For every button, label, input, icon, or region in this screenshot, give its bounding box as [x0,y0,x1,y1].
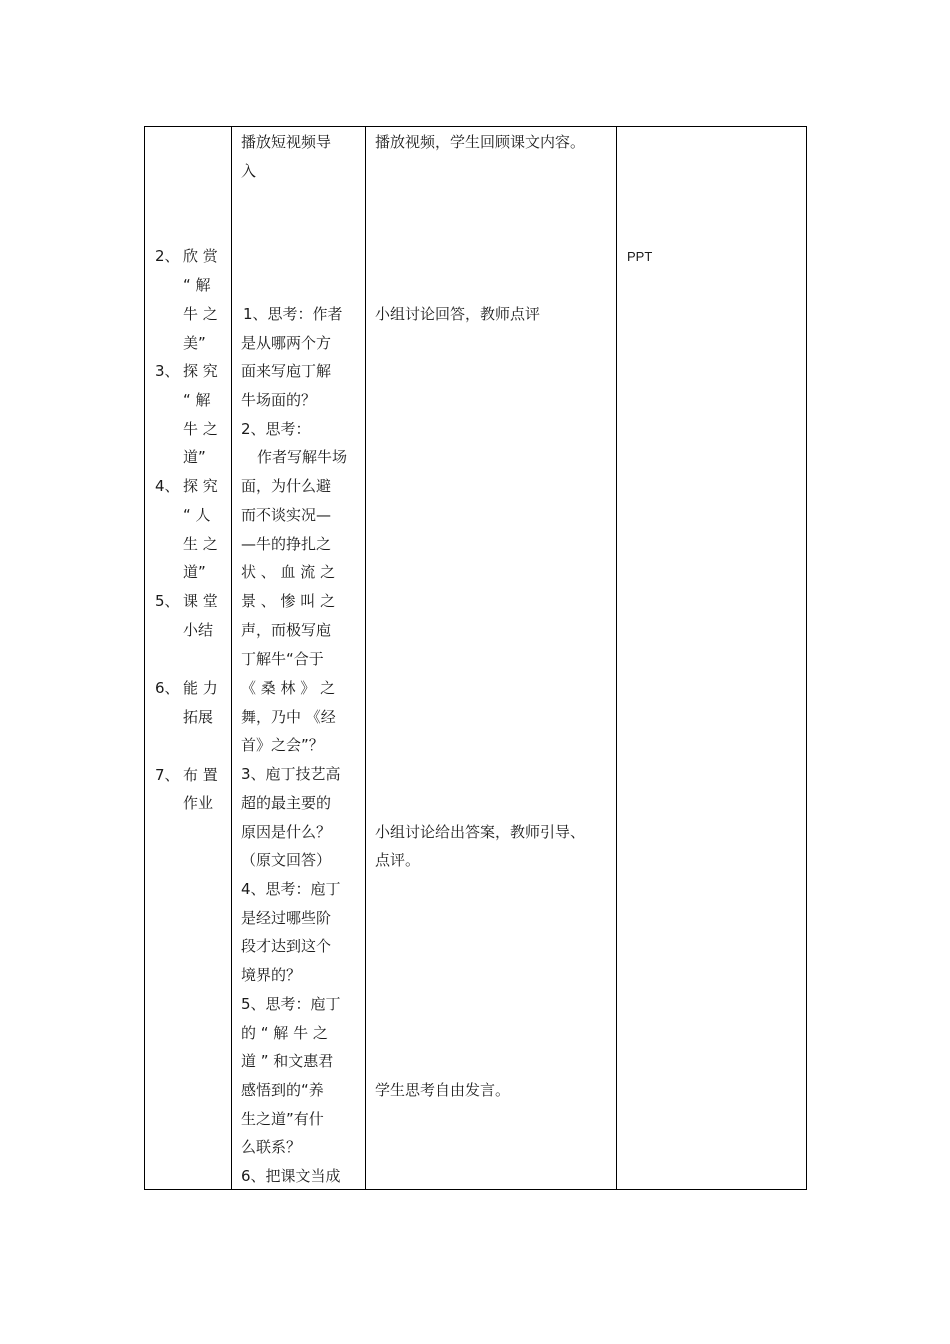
activity-line: 而不谈实况— [241,506,332,524]
resource-label: PPT [627,249,653,264]
column-divider [231,127,232,1189]
column-divider [365,127,366,1189]
activity-line: 状 、 血 流 之 [241,563,336,581]
activity-line: 生之道”有什 [241,1110,324,1128]
step-text: 能 力 [183,679,218,697]
student-activity-line: 点评。 [375,851,421,869]
activity-line: 入 [241,162,257,180]
activity-line: 感悟到的“养 [241,1081,324,1099]
step-number: 2、 [155,247,180,265]
step-number: 3、 [155,362,180,380]
activity-line: 2、思考： [241,420,311,438]
student-activity-line: 学生思考自由发言。 [375,1081,511,1099]
step-text: “ 解 [183,391,211,409]
activity-line: 超的最主要的 [241,794,332,812]
student-activity-line: 播放视频，学生回顾课文内容。 [375,133,586,151]
activity-line: 作者写解牛场 [257,448,348,466]
step-number: 5、 [155,592,180,610]
activity-line: 段才达到这个 [241,937,332,955]
activity-line: 首》之会”？ [241,736,324,754]
step-number: 4、 [155,477,180,495]
activity-line: 1、思考：作者 [243,305,343,323]
activity-line: 境界的？ [241,966,302,984]
activity-line: 么联系？ [241,1138,302,1156]
step-text: 布 置 [183,766,218,784]
activity-line: 5、思考：庖丁 [241,995,341,1013]
activity-line: 景 、 惨 叫 之 [241,592,336,610]
step-text: 探 究 [183,477,218,495]
step-text: 作业 [183,794,214,812]
activity-line: 面来写庖丁解 [241,362,332,380]
activity-line: —牛的挣扎之 [241,535,332,553]
step-text: 拓展 [183,708,214,726]
step-text: 课 堂 [183,592,218,610]
activity-line: 原因是什么？ [241,823,332,841]
step-text: 美” [183,334,206,352]
step-text: 道” [183,448,206,466]
activity-line: 面，为什么避 [241,477,332,495]
step-text: 探 究 [183,362,218,380]
step-text: 生 之 [183,535,218,553]
lesson-plan-table [144,126,807,1190]
activity-line: 是经过哪些阶 [241,909,332,927]
activity-line: 6、把课文当成 [241,1167,341,1185]
step-number: 6、 [155,679,180,697]
step-text: 牛 之 [183,420,218,438]
column-divider [616,127,617,1189]
step-text: 牛 之 [183,305,218,323]
step-text: 欣 赏 [183,247,218,265]
activity-line: 的 “ 解 牛 之 [241,1024,328,1042]
step-text: “ 解 [183,276,211,294]
activity-line: 道 ” 和文惠君 [241,1052,334,1070]
step-text: 小结 [183,621,214,639]
student-activity-line: 小组讨论给出答案，教师引导、 [375,823,586,841]
activity-line: 舞，乃中 《经 [241,708,336,726]
activity-line: 《 桑 林 》 之 [241,679,336,697]
activity-line: 4、思考：庖丁 [241,880,341,898]
step-text: 道” [183,563,206,581]
activity-line: 播放短视频导 [241,133,332,151]
activity-line: （原文回答） [241,851,332,869]
activity-line: 是从哪两个方 [241,334,332,352]
student-activity-line: 小组讨论回答，教师点评 [375,305,541,323]
step-number: 7、 [155,766,180,784]
activity-line: 3、庖丁技艺高 [241,765,341,783]
activity-line: 声，而极写庖 [241,621,332,639]
step-text: “ 人 [183,506,211,524]
activity-line: 牛场面的？ [241,391,317,409]
activity-line: 丁解牛“合于 [241,650,324,668]
